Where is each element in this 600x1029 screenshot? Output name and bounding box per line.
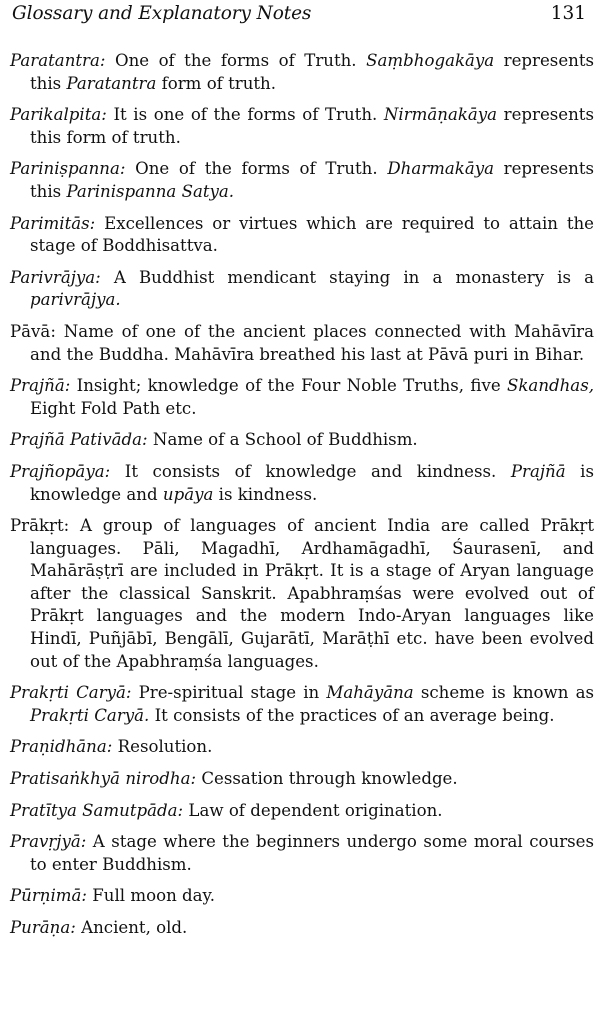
definition-text: is kindness.: [213, 484, 318, 504]
page-number: 131: [550, 3, 586, 24]
glossary-entry: [10, 682, 594, 727]
glossary-term: Praṇidhāna:: [10, 737, 113, 757]
italic-term: Parinispanna Satya.: [66, 181, 235, 201]
glossary-entry: [10, 831, 594, 876]
italic-term: Skandhas,: [507, 376, 594, 396]
glossary-term: Pravṛjyā:: [10, 832, 87, 852]
glossary-entry: [10, 800, 594, 823]
definition-text: Insight; knowledge of the Four Noble Truths, five: [70, 376, 507, 396]
glossary-term: Prajñā Pativāda:: [10, 430, 148, 450]
running-head-title: Glossary and Explanatory Notes: [12, 3, 312, 24]
italic-term: upāya: [162, 484, 214, 504]
definition-text: A stage where the beginners undergo some moral courses to enter Buddhism.: [30, 832, 594, 874]
glossary-term: Parikalpita:: [10, 105, 107, 125]
glossary-entry: [10, 515, 594, 673]
glossary-entry: [10, 158, 594, 203]
italic-term: parivrājya.: [30, 290, 121, 310]
glossary-entry: [10, 461, 594, 506]
glossary-term: Pariniṣpanna:: [10, 159, 126, 179]
definition-text: Resolution.: [112, 737, 213, 757]
glossary-term: Pūrṇimā:: [10, 886, 87, 906]
glossary-term: Parimitās:: [10, 213, 96, 233]
glossary-term: Pratisaṅkhyā nirodha:: [10, 769, 197, 789]
glossary-entry: [10, 768, 594, 791]
glossary-term: Prakṛti Caryā:: [10, 683, 132, 703]
italic-term: Saṃbhogakāya: [366, 51, 495, 70]
italic-term: Prakṛti Caryā.: [30, 705, 150, 725]
definition-text: Excellences or virtues which are required to attain the stage of Boddhisattva.: [30, 213, 594, 256]
definition-text: Cessation through knowledge.: [196, 769, 458, 789]
definition-text: represents this: [30, 51, 595, 93]
definition-text: is knowledge and: [30, 461, 594, 504]
glossary-term: Parivrājya:: [10, 267, 101, 287]
glossary-entry: [10, 375, 594, 420]
definition-text: scheme is known as: [413, 683, 594, 703]
definition-text: represents this: [30, 159, 595, 201]
definition-text: Name of one of the ancient places connected with Mahāvīra and the Buddha. Mahāvīra breathed his last at Pāvā puri in Bihar.: [30, 321, 594, 364]
definition-text: form of truth.: [156, 73, 277, 93]
definition-text: It is one of the forms of Truth.: [106, 105, 384, 125]
glossary-term: Prajñā:: [10, 376, 71, 396]
glossary-entry: [10, 885, 594, 908]
definition-text: Law of dependent origination.: [183, 800, 443, 820]
definition-text: One of the forms of Truth.: [105, 51, 367, 70]
definition-text: Pre-spiritual stage in: [131, 683, 327, 703]
glossary-entry: [10, 213, 594, 258]
running-head: [10, 0, 594, 36]
definition-text: Ancient, old.: [75, 918, 188, 937]
definition-text: Name of a School of Buddhism.: [147, 430, 418, 450]
definition-text: A group of languages of ancient India are called Prākṛt languages. Pāli, Magadhī, Ardhamāgadhī, Śaurasenī, and Mahārāṣṭrī are included in Prākṛt. It is a stage of Aryan language after the classical Sanskrit. Apabhraṃśas were evolved out of Prākṛt languages and the modern Indo-Aryan languages like Hindī, Puñjābī, Bengālī, Gujarātī, Marāṭhī etc. have been evolved out of the Apabhraṃśa languages.: [30, 516, 594, 671]
glossary-term: Pratītya Samutpāda:: [10, 800, 184, 820]
glossary-term: Prākṛt:: [10, 516, 70, 536]
glossary-term: Prajñopāya:: [10, 461, 111, 481]
italic-term: Paratantra: [66, 73, 157, 93]
glossary-entry: [10, 267, 594, 312]
italic-term: Prajñā: [510, 461, 566, 481]
glossary-entry: [10, 50, 594, 95]
glossary-term: Paratantra:: [10, 51, 106, 70]
glossary-entry: [10, 917, 594, 940]
definition-text: Full moon day.: [87, 886, 216, 906]
definition-text: represents this form of truth.: [30, 105, 594, 147]
definition-text: It consists of the practices of an average being.: [149, 705, 555, 725]
glossary-entry: [10, 104, 594, 149]
glossary-entry: [10, 429, 594, 452]
definition-text: One of the forms of Truth.: [125, 159, 388, 179]
definition-text: A Buddhist mendicant staying in a monastery is a: [100, 267, 594, 287]
definition-text: It consists of knowledge and kindness.: [110, 461, 511, 481]
glossary-entries: [10, 50, 594, 940]
glossary-entry: [10, 321, 594, 366]
italic-term: Mahāyāna: [326, 683, 414, 703]
italic-term: Dharmakāya: [387, 159, 494, 179]
italic-term: Nirmāṇakāya: [383, 105, 498, 125]
glossary-term: Purāṇa:: [10, 918, 76, 937]
glossary-term: Pāvā:: [10, 321, 56, 341]
definition-text: Eight Fold Path etc.: [30, 398, 197, 418]
glossary-entry: [10, 736, 594, 759]
